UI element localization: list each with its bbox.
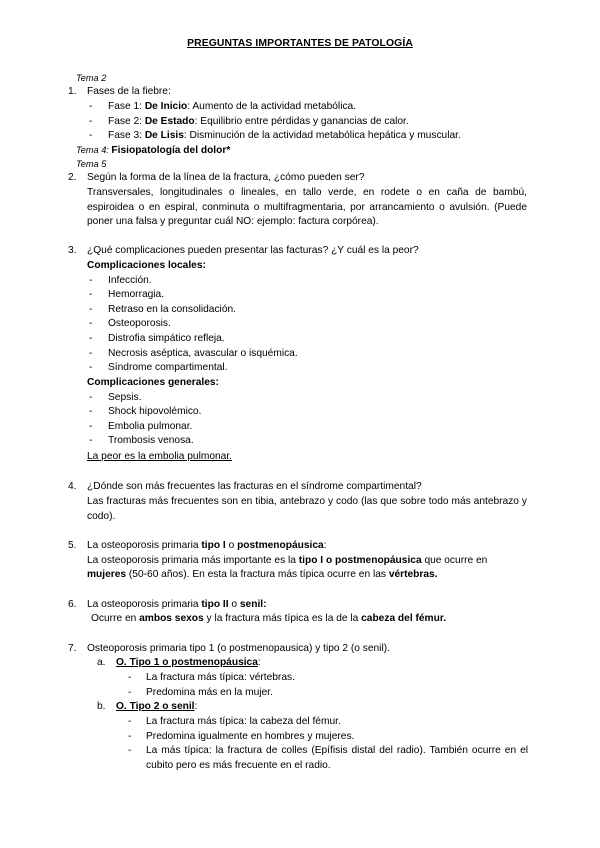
q7-b-letter: b. xyxy=(97,701,106,712)
q7-b-item: La más típica: la fractura de colles (Epífisis distal del radio). También ocurre en el cubito pero es más frecuente en el radio. xyxy=(146,745,528,771)
q5-number: 5. xyxy=(68,540,77,551)
q3-general-item: Sepsis. xyxy=(108,392,142,403)
tema-5-label: Tema 5 xyxy=(76,159,107,169)
page-title: PREGUNTAS IMPORTANTES DE PATOLOGÍA xyxy=(187,38,413,49)
q3-general-heading: Complicaciones generales: xyxy=(87,377,219,388)
q3-local-item: Distrofia simpático refleja. xyxy=(108,333,225,344)
tema-4-label: Tema 4: Fisiopatología del dolor* xyxy=(76,145,231,156)
q1-number: 1. xyxy=(68,86,77,97)
q3-local-item: Necrosis aséptica, avascular o isquémica. xyxy=(108,348,298,359)
q3-local-item: Infección. xyxy=(108,275,152,286)
q7-number: 7. xyxy=(68,643,77,654)
q3-local-item: Osteoporosis. xyxy=(108,318,171,329)
q3-general-item: Embolia pulmonar. xyxy=(108,421,193,432)
q3-local-heading: Complicaciones locales: xyxy=(87,260,206,271)
q7-a-item: La fractura más típica: vértebras. xyxy=(146,672,295,683)
q5-question: La osteoporosis primaria tipo I o postmenopáusica: xyxy=(87,540,327,551)
q3-general-item: Trombosis venosa. xyxy=(108,435,194,446)
q3-number: 3. xyxy=(68,245,77,256)
q4-answer: Las fracturas más frecuentes son en tibia, antebrazo y codo (las que sobre todo más antebrazo y codo). xyxy=(87,496,527,522)
q7-b-heading: O. Tipo 2 o senil: xyxy=(116,701,198,712)
q3-local-item: Síndrome compartimental. xyxy=(108,362,228,373)
q7-a-heading: O. Tipo 1 o postmenopáusica: xyxy=(116,657,261,668)
q7-b-item: Predomina igualmente en hombres y mujeres. xyxy=(146,731,355,742)
q1-item: Fase 2: De Estado: Equilibrio entre pérdidas y ganancias de calor. xyxy=(108,116,409,127)
q5-answer-line-1: La osteoporosis primaria más importante es la tipo I o postmenopáusica que ocurre en xyxy=(87,555,488,566)
q1-item: Fase 1: De Inicio: Aumento de la actividad metabólica. xyxy=(108,101,357,112)
q6-number: 6. xyxy=(68,599,77,610)
q2-question: Según la forma de la línea de la fractura, ¿cómo pueden ser? xyxy=(87,172,365,183)
q7-a-item: Predomina más en la mujer. xyxy=(146,687,273,698)
q7-question: Osteoporosis primaria tipo 1 (o postmenopausica) y tipo 2 (o senil). xyxy=(87,643,390,654)
q5-answer-line-2: mujeres (50-60 años). En esta la fractura más típica ocurre en las vértebras. xyxy=(87,569,438,580)
tema-2-label: Tema 2 xyxy=(76,73,107,83)
q6-answer: Ocurre en ambos sexos y la fractura más típica es la de la cabeza del fémur. xyxy=(91,613,447,624)
q7-b-item: La fractura más típica: la cabeza del fémur. xyxy=(146,716,341,727)
q7-a-letter: a. xyxy=(97,657,106,668)
q3-local-item: Hemorragia. xyxy=(108,289,165,300)
q1-item: Fase 3: De Lisis: Disminución de la actividad metabólica hepática y muscular. xyxy=(108,130,461,141)
q2-number: 2. xyxy=(68,172,77,183)
q4-number: 4. xyxy=(68,481,77,492)
q3-worst: La peor es la embolia pulmonar. xyxy=(87,451,232,462)
q3-local-item: Retraso en la consolidación. xyxy=(108,304,236,315)
q4-question: ¿Dónde son más frecuentes las fracturas en el síndrome compartimental? xyxy=(87,481,422,492)
q3-question: ¿Qué complicaciones pueden presentar las facturas? ¿Y cuál es la peor? xyxy=(87,245,419,256)
q1-text: Fases de la fiebre: xyxy=(87,86,171,97)
q3-general-item: Shock hipovolémico. xyxy=(108,406,202,417)
q2-answer: Transversales, longitudinales o lineales, en tallo verde, en rodete o en caña de bambú, espiroidea o en espiral, conminuta o multifragmentaria, por arrancamiento o avulsión. (Puede poner una falsa y preguntar cuál NO: ejemplo: factura corpórea). xyxy=(87,187,527,227)
document-page: PREGUNTAS IMPORTANTES DE PATOLOGÍA Tema 2 1. Fases de la fiebre: - Fase 1: De Inicio: Aumento de la actividad metabólica. - Fase 2: De Estado: Equilibrio entre pérdidas y ganancias de calor. - Fase 3: De Lisis: Disminución de la actividad metabólica hepática y muscular. Tema 4: Fisiopatología del dolor* Tema 5 2. Según la forma de la línea de la fractura, ¿cómo pueden ser? Transversales, longitudinales o lineales, en tallo verde, en rodete o en caña de bambú, espiroidea o en espiral, conminuta o multifragmentaria, por arrancamiento o avulsión. (Puede poner una falsa y preguntar cuál NO: ejemplo: factura corpórea). 3. ¿Qué complicaciones pueden presentar las facturas? ¿Y cuál es la peor? Complicaciones locales: - Infección. - Hemorragia. - Retraso en la consolidación. - Osteoporosis. - Distrofia simpático refleja. - Necrosis aséptica, avascular o isquémica. - Síndrome compartimental. Complicaciones generales: - Sepsis. - Shock hipovolémico. - Embolia pulmonar. - Trombosis venosa. La peor es la embolia pulmonar. 4. ¿Dónde son más frecuentes las fracturas en el síndrome compartimental? Las fracturas más frecuentes son en tibia, antebrazo y codo (las que sobre todo más antebrazo y codo). 5. La osteoporosis primaria tipo I o postmenopáusica: La osteoporosis primaria más importante es la tipo I o postmenopáusica que ocurre en mujeres (50-60 años). En esta la fractura más típica ocurre en las vértebras. 6. La osteoporosis primaria tipo II o senil: Ocurre en ambos sexos y la fractura más típica es la de la cabeza del fémur. 7. Osteoporosis primaria tipo 1 (o postmenopausica) y tipo 2 (o senil). a. O. Tipo 1 o postmenopáusica: - La fractura más típica: vértebras. - Predomina más en la mujer. b. O. Tipo 2 o senil: - La fractura más típica: la cabeza del fémur. - Predomina igualmente en hombres y mujeres. - La más típica: la fractura de colles (Epífisis distal del radio). También ocurre en el cubito pero es más frecuente en el radio. xyxy=(0,0,600,848)
q6-question: La osteoporosis primaria tipo II o senil: xyxy=(87,599,267,610)
